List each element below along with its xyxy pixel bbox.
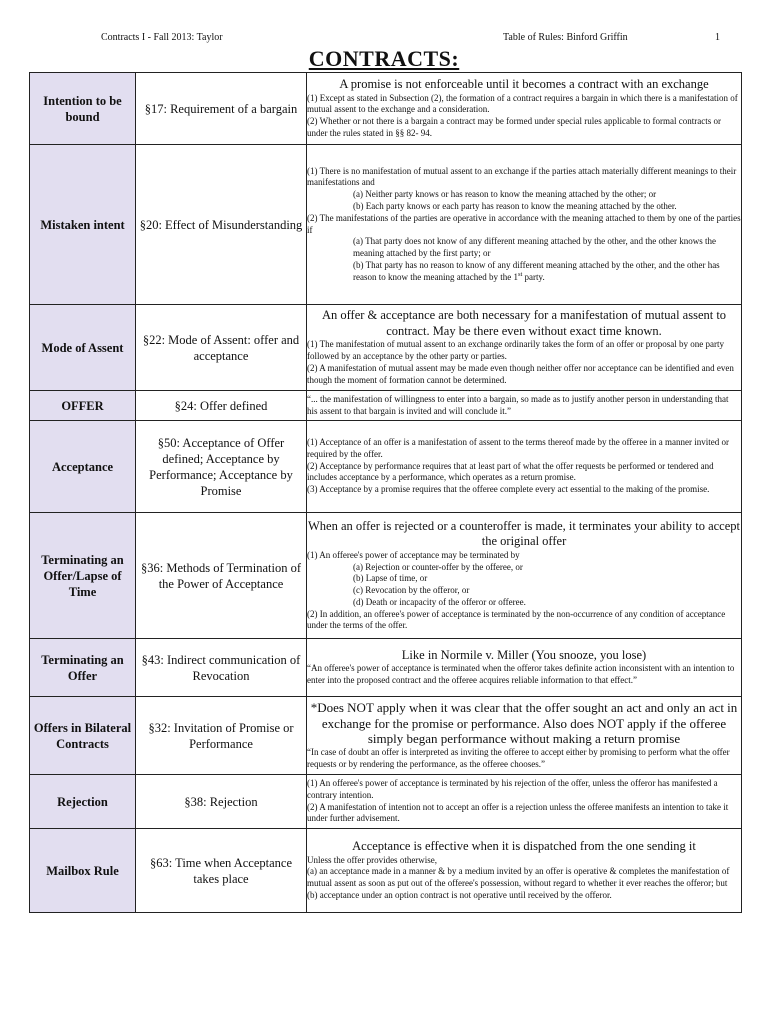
table-row [30,421,742,513]
row-rule [307,513,742,639]
rule-subclause: (a) That party does not know of any different meaning attached by the other, and the other knows the meaning attached by the first party; or [353,236,716,259]
row-section: §43: Indirect communication of Revocation [136,639,307,697]
rule-quote: “... the manifestation of willingness to enter into a bargain, so made as to justify another person in understanding that his assent to that bargain is invited and will conclude it.” [307,393,729,416]
table-row [30,513,742,639]
row-topic: OFFER [30,391,136,421]
table-row [30,73,742,145]
row-section: §20: Effect of Misunderstanding [136,145,307,305]
row-rule [307,145,742,305]
rule-paragraph: (2) In addition, an offeree's power of acceptance is terminated by the non-occurrence of any condition of acceptance under the terms of the offer. [307,608,726,631]
row-section: §50: Acceptance of Offer defined; Acceptance by Performance; Acceptance by Promise [136,421,307,513]
rule-paragraph: (2) Acceptance by performance requires that at least part of what the offer requests be performed or tendered and includes acceptance by a performance, which operates as a return promise. [307,460,714,483]
rule-subclause: (a) Neither party knows or has reason to know the meaning attached by the other; or [353,189,657,200]
rule-headline: Acceptance is effective when it is dispatched from the one sending it [352,839,696,854]
rule-paragraph: (2) A manifestation of mutual assent may be made even though neither offer nor acceptance can be identified and even though the moment of formation cannot be determined. [307,363,734,385]
row-rule [307,775,742,829]
row-rule [307,639,742,697]
page-title: CONTRACTS: [308,46,460,71]
row-section: §38: Rejection [136,775,307,829]
row-section: §22: Mode of Assent: offer and acceptance [136,305,307,391]
row-topic: Mode of Assent [30,305,136,391]
rule-subclause: (a) Rejection or counter-offer by the offeree, or [353,561,523,572]
rules-table [29,72,742,913]
rule-subclause: (b) Lapse of time, or [353,573,428,584]
rule-quote: “In case of doubt an offer is interpreted as inviting the offeree to accept either by promising to perform what the offer requests or by rendering the performance, as the offeree chooses.” [307,746,730,769]
row-rule [307,73,742,145]
table-row [30,697,742,775]
rule-paragraph: (1) Acceptance of an offer is a manifestation of assent to the terms thereof made by the offeree in a manner invited or required by the offer. [307,437,730,459]
rule-headline: When an offer is rejected or a counteroffer is made, it terminates your ability to accept the original offer [307,518,740,549]
rule-paragraph: (b) acceptance under an option contract is not operative until received by the offeror. [307,890,612,901]
row-topic: Mistaken intent [30,145,136,305]
rule-paragraph: (2) Whether or not there is a bargain a contract may be formed under special rules applicable to formal contracts or under the rules stated in §§ 82- 94. [307,116,721,139]
row-section: §24: Offer defined [136,391,307,421]
rule-headline: An offer & acceptance are both necessary for a manifestation of mutual assent to contract. May be there even without exact time known. [321,308,727,338]
table-row [30,145,742,305]
rule-headline: *Does NOT apply when it was clear that the offer sought an act and only an act in exchange for the promise or performance. Also does NOT apply if the offeree simply began performance without making a return promise [310,700,738,747]
rule-subclause: (d) Death or incapacity of the offeror or offeree. [353,596,526,607]
rule-paragraph: Unless the offer provides otherwise, [307,854,438,865]
row-rule [307,697,742,775]
row-rule [307,305,742,391]
rule-paragraph: (1) An offeree's power of acceptance is terminated by his rejection of the offer, unless the offeror has manifested a contrary intention. [307,777,718,800]
rule-paragraph: (1) There is no manifestation of mutual assent to an exchange if the parties attach materially different meanings to their manifestations and [307,165,737,188]
table-row [30,829,742,913]
rule-subclause [307,260,741,284]
row-topic: Terminating an Offer/Lapse of Time [30,513,136,639]
row-section: §63: Time when Acceptance takes place [136,829,307,913]
subclause-end: party. [522,271,545,282]
table-row [30,305,742,391]
row-section: §17: Requirement of a bargain [136,73,307,145]
row-topic: Rejection [30,775,136,829]
row-section: §36: Methods of Termination of the Power of Acceptance [136,513,307,639]
row-section: §32: Invitation of Promise or Performance [136,697,307,775]
rule-headline: A promise is not enforceable until it becomes a contract with an exchange [339,77,709,92]
table-row [30,639,742,697]
row-rule [307,829,742,913]
rule-paragraph: (1) Except as stated in Subsection (2), the formation of a contract requires a bargain in which there is a manifestation of mutual assent to the exchange and a consideration. [307,92,738,115]
header-page-number: 1 [715,32,720,43]
row-rule [307,421,742,513]
row-rule [307,391,742,421]
rule-subclause: (c) Revocation by the offeror, or [353,585,470,596]
header-table-title: Table of Rules: Binford Griffin [503,32,628,43]
row-topic: Terminating an Offer [30,639,136,697]
rule-subclause: (b) Each party knows or each party has reason to know the meaning attached by the other. [353,200,677,211]
rule-paragraph: (2) The manifestations of the parties are operative in accordance with the meaning attached to them by one of the parties if [307,212,741,235]
rule-paragraph: (a) an acceptance made in a manner & by a medium invited by an offer is operative & completes the manifestation of mutual assent as soon as put out of the offeree's possession, without regard to whether it ever reaches the offeror; but [307,866,730,889]
header-course: Contracts I - Fall 2013: Taylor [101,32,223,43]
row-topic: Acceptance [30,421,136,513]
row-topic: Offers in Bilateral Contracts [30,697,136,775]
rule-paragraph: (3) Acceptance by a promise requires that the offeree complete every act essential to the making of the promise. [307,484,710,495]
table-row [30,775,742,829]
row-topic: Mailbox Rule [30,829,136,913]
row-topic: Intention to be bound [30,73,136,145]
rule-headline: Like in Normile v. Miller (You snooze, you lose) [401,647,647,662]
rule-paragraph: (1) An offeree's power of acceptance may be terminated by [307,549,520,560]
table-row [30,391,742,421]
subclause-text: (b) That party has no reason to know of any different meaning attached by the other, and the other has reason to know the meaning attached by the 1 [353,259,720,282]
rule-paragraph: (2) A manifestation of intention not to accept an offer is a rejection unless the offeree manifests an intention to take it under further advisement. [307,801,729,824]
rule-quote: “An offeree's power of acceptance is terminated when the offeror takes definite action inconsistent with an intention to enter into the proposed contract and the offeree acquires reliable information to that effect.” [307,663,735,686]
rule-paragraph: (1) The manifestation of mutual assent to an exchange ordinarily takes the form of an offer or proposal by one party followed by an acceptance by the other party or parties. [307,339,725,362]
ordinal-suffix: st [517,270,523,278]
